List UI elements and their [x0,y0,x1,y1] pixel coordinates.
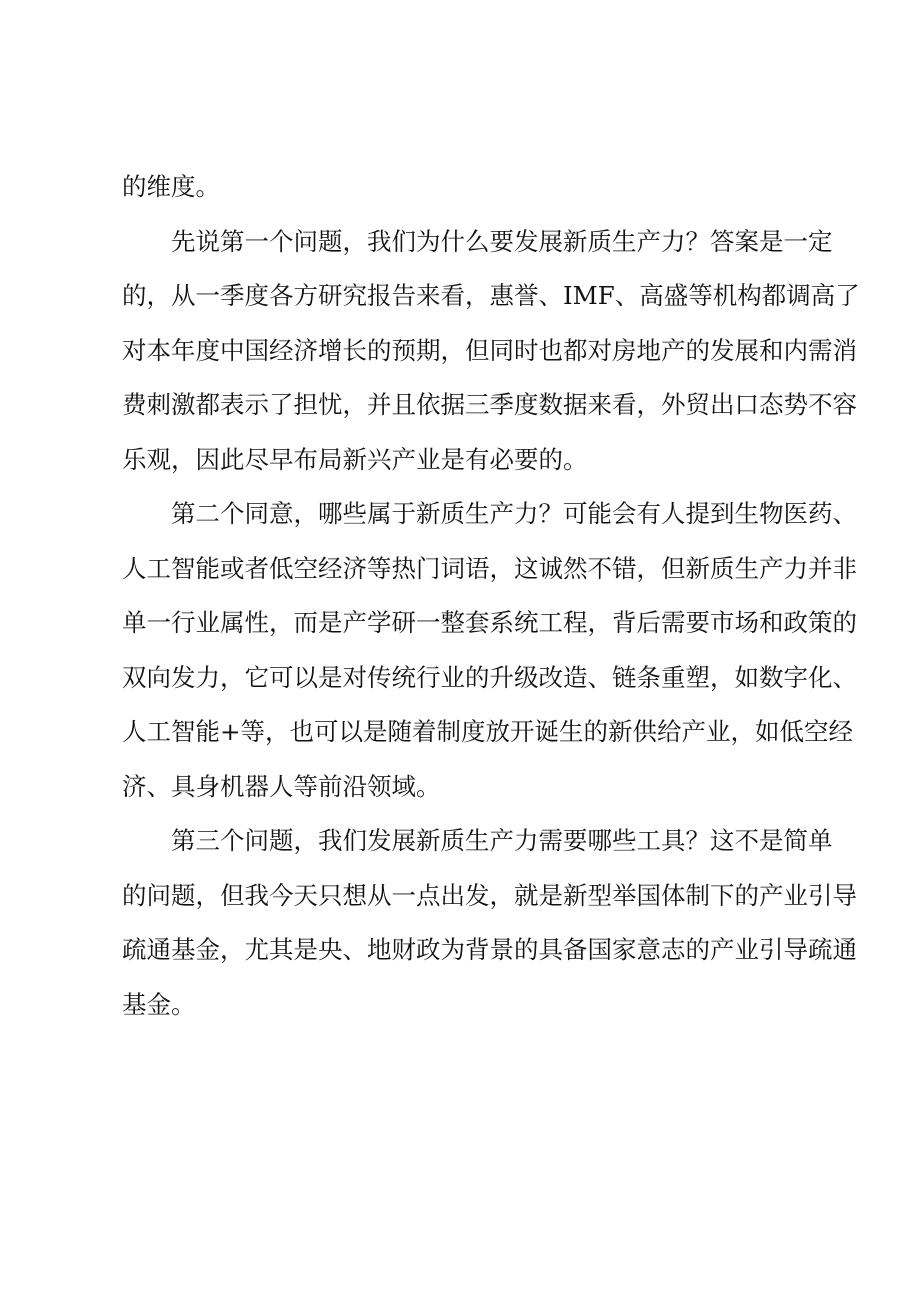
text-line: 单一行业属性，而是产学研一整套系统工程，背后需要市场和政策的 [122,608,857,637]
paragraph-3 [122,487,857,814]
text-line: 费刺激都表示了担忧，并且依据三季度数据来看，外贸出口态势不容 [122,390,857,419]
document-body [122,160,860,1032]
paragraph-1 [122,160,810,215]
paragraph-4 [122,814,857,1032]
text-line: 的，从一季度各方研究报告来看，惠誉、IMF、高盛等机构都调高了 [122,281,860,310]
text-line: 乐观，因此尽早布局新兴产业是有必要的。 [122,444,588,474]
text-line: 人工智能或者低空经济等热门词语，这诚然不错，但新质生产力并非 [122,553,857,583]
text-line: 济、具身机器人等前沿领域。 [122,771,441,801]
text-line: 的问题，但我今天只想从一点出发，就是新型举国体制下的产业引导 [122,880,857,910]
text-line: 基金。 [122,989,196,1019]
text-line: 第三个问题，我们发展新质生产力需要哪些工具？这不是简单 [171,826,833,855]
text-line: 疏通基金，尤其是央、地财政为背景的具备国家意志的产业引导疏通 [122,935,857,964]
paragraph-2 [122,215,860,488]
text-line: 先说第一个问题，我们为什么要发展新质生产力？答案是一定 [171,226,833,256]
text-line: 人工智能+等，也可以是随着制度放开诞生的新供给产业，如低空经 [122,717,854,746]
text-line: 对本年度中国经济增长的预期，但同时也都对房地产的发展和内需消 [122,335,857,365]
text-line: 第二个同意，哪些属于新质生产力？可能会有人提到生物医药、 [171,499,857,528]
text-line: 的维度。 [122,172,220,201]
text-line: 双向发力，它可以是对传统行业的升级改造、链条重塑，如数字化、 [122,662,857,692]
